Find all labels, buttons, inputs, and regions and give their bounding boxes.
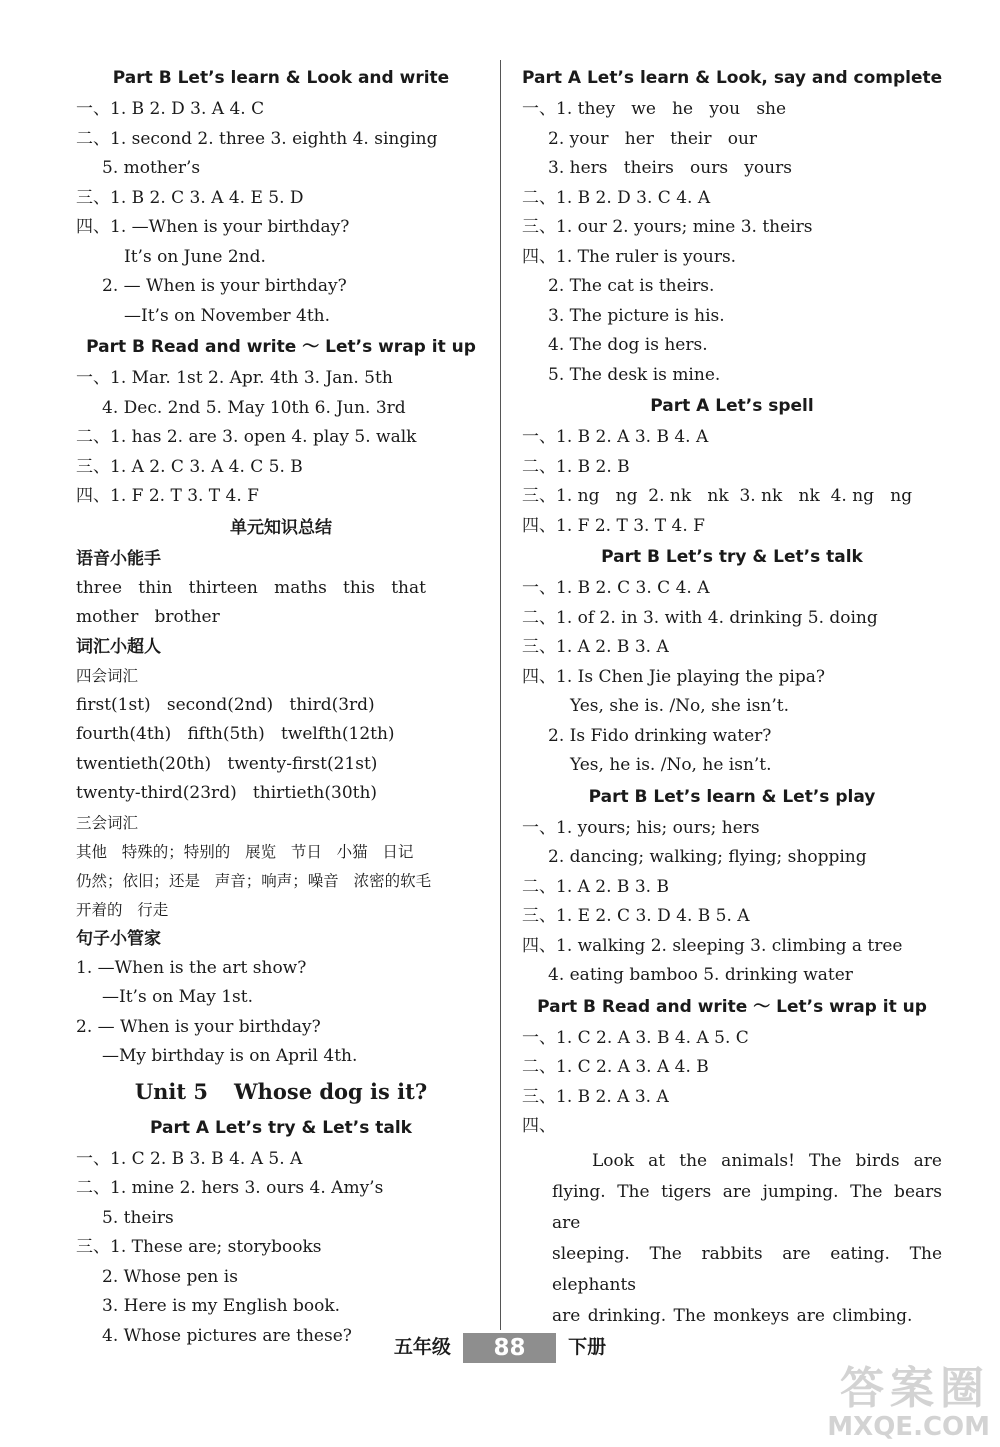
sentence-line: —It’s on May 1st.: [102, 987, 253, 1007]
answer-line: 二、1. second 2. three 3. eighth 4. singing: [76, 128, 438, 149]
right-column: [522, 62, 942, 1332]
answer-line: 一、1. C 2. B 3. B 4. A 5. A: [76, 1148, 303, 1169]
section-heading: Part A Let’s learn & Look, say and complete: [522, 68, 943, 88]
volume-label: 下册: [568, 1336, 607, 1358]
answer-line: 三、1. B 2. A 3. A: [522, 1086, 669, 1107]
page-number: 88: [463, 1333, 555, 1363]
answer-line: 三、1. These are; storybooks: [76, 1237, 322, 1257]
answer-line: 3. The picture is his.: [548, 305, 725, 326]
word-line: twenty-third(23rd) thirtieth(30th): [76, 783, 378, 803]
unit-label: Unit 5: [134, 1078, 209, 1104]
sentence-line: 2. — When is your birthday?: [76, 1016, 321, 1037]
answer-line: 5. mother’s: [102, 158, 201, 178]
paragraph-line: sleeping. The rabbits are eating. The elephants: [552, 1243, 942, 1295]
word-line: 其他 特殊的；特别的 展览 节日 小猫 日记: [76, 842, 414, 861]
unit-title: [76, 1072, 486, 1112]
section-heading: Part B Let’s learn & Look and write: [112, 68, 450, 88]
answer-line: 四、1. Is Chen Jie playing the pipa?: [522, 666, 825, 687]
watermark-logo: [827, 1365, 990, 1441]
answer-line: It’s on June 2nd.: [124, 246, 266, 267]
answer-line: 2. — When is your birthday?: [102, 276, 347, 296]
answer-line: 二、1. mine 2. hers 3. ours 4. Amy’s: [76, 1178, 384, 1198]
page-footer: [0, 1332, 1000, 1363]
answer-line: 一、1. B 2. A 3. B 4. A: [522, 427, 709, 447]
word-line: twentieth(20th) twenty-first(21st): [76, 753, 378, 774]
section-heading: Part B Let’s learn & Let’s play: [588, 786, 876, 807]
answer-line: 二、1. B 2. D 3. C 4. A: [522, 187, 711, 208]
answer-line: 2. Whose pen is: [102, 1266, 238, 1287]
answer-line: 一、1. Mar. 1st 2. Apr. 4th 3. Jan. 5th: [76, 368, 393, 388]
answer-line: 四、1. F 2. T 3. T 4. F: [522, 515, 705, 536]
answer-line: 4. eating bamboo 5. drinking water: [548, 965, 853, 985]
word-line: mother brother: [76, 607, 220, 627]
section-heading: Part B Read and write ～ Let’s wrap it up: [537, 996, 927, 1017]
answer-line: 四、1. walking 2. sleeping 3. climbing a tree: [522, 935, 903, 956]
answer-line: 三、1. B 2. C 3. A 4. E 5. D: [76, 187, 304, 208]
answer-line: 2. Is Fido drinking water?: [548, 725, 772, 746]
answer-line: 2. your her their our: [548, 128, 758, 149]
answer-line: 二、1. B 2. B: [522, 456, 630, 477]
left-column: [76, 62, 486, 1351]
answer-line: 一、1. C 2. A 3. B 4. A 5. C: [522, 1027, 749, 1048]
word-line: 开着的 行走: [76, 900, 169, 919]
watermark-url: MXQE.COM: [827, 1412, 990, 1442]
answer-line: 一、1. yours; his; ours; hers: [522, 817, 760, 838]
section-heading: Part B Let’s try & Let’s talk: [601, 547, 863, 567]
paragraph-line: are drinking. The monkeys are climbing.: [552, 1305, 913, 1326]
phonics-heading: 语音小能手: [76, 548, 161, 569]
watermark-text: 答案圈: [840, 1363, 990, 1414]
answer-line: 四、1. The ruler is yours.: [522, 246, 737, 267]
word-line: three thin thirteen maths this that: [76, 577, 426, 598]
answer-line: 2. The cat is theirs.: [548, 276, 715, 296]
answer-line: 5. theirs: [102, 1207, 174, 1228]
four-skill-heading: 四会词汇: [76, 666, 139, 685]
word-line: fourth(4th) fifth(5th) twelfth(12th): [76, 724, 395, 744]
answer-line: 三、1. ng ng 2. nk nk 3. nk nk 4. ng ng: [522, 486, 913, 506]
answer-line: 一、1. B 2. D 3. A 4. C: [76, 99, 265, 119]
answer-line: 一、1. they we he you she: [522, 99, 787, 119]
answer-line: 4. Whose pictures are these?: [102, 1325, 352, 1346]
unit-name: Whose dog is it?: [234, 1078, 428, 1104]
paragraph-line: Look at the animals! The birds are: [592, 1150, 942, 1171]
answer-line: 三、1. A 2. B 3. A: [522, 637, 669, 657]
answer-line: 二、1. has 2. are 3. open 4. play 5. walk: [76, 427, 417, 447]
sentence-line: 1. —When is the art show?: [76, 957, 307, 978]
answer-line: 三、1. E 2. C 3. D 4. B 5. A: [522, 906, 750, 926]
paragraph-line: flying. The tigers are jumping. The bears are: [552, 1181, 942, 1233]
answer-line: 二、1. of 2. in 3. with 4. drinking 5. doing: [522, 607, 878, 628]
answer-line: 四、1. —When is your birthday?: [76, 217, 350, 237]
grade-label: 五年级: [393, 1336, 451, 1358]
answer-line: 3. Here is my English book.: [102, 1296, 341, 1316]
answer-line: —It’s on November 4th.: [124, 305, 331, 326]
word-line: first(1st) second(2nd) third(3rd): [76, 694, 375, 715]
column-divider: [500, 60, 501, 1330]
section-heading: Part B Read and write ～ Let’s wrap it up: [86, 337, 476, 357]
answer-line: 二、1. C 2. A 3. A 4. B: [522, 1057, 709, 1077]
summary-heading: 单元知识总结: [230, 517, 332, 538]
answer-line: 四、: [522, 1116, 556, 1136]
word-line: 仍然；依旧；还是 声音；响声；噪音 浓密的软毛: [76, 871, 432, 890]
answer-line: 三、1. our 2. yours; mine 3. theirs: [522, 217, 813, 237]
answer-line: 四、1. F 2. T 3. T 4. F: [76, 486, 259, 506]
answer-line: 4. Dec. 2nd 5. May 10th 6. Jun. 3rd: [102, 397, 406, 418]
sentence-line: —My birthday is on April 4th.: [102, 1046, 358, 1066]
answer-line: Yes, he is. /No, he isn’t.: [570, 755, 772, 775]
answer-line: 2. dancing; walking; flying; shopping: [548, 847, 867, 867]
answer-line: 一、1. B 2. C 3. C 4. A: [522, 578, 710, 598]
vocab-heading: 词汇小超人: [76, 636, 161, 657]
three-skill-heading: 三会词汇: [76, 813, 139, 832]
answer-line: 3. hers theirs ours yours: [548, 158, 792, 178]
section-heading: Part A Let’s try & Let’s talk: [150, 1117, 412, 1138]
sentence-heading: 句子小管家: [76, 928, 161, 949]
answer-line: 三、1. A 2. C 3. A 4. C 5. B: [76, 456, 303, 477]
section-heading: Part A Let’s spell: [650, 396, 814, 416]
answer-line: Yes, she is. /No, she isn’t.: [570, 696, 789, 716]
answer-line: 二、1. A 2. B 3. B: [522, 876, 669, 897]
answer-line: 4. The dog is hers.: [548, 335, 708, 355]
answer-line: 5. The desk is mine.: [548, 364, 721, 385]
